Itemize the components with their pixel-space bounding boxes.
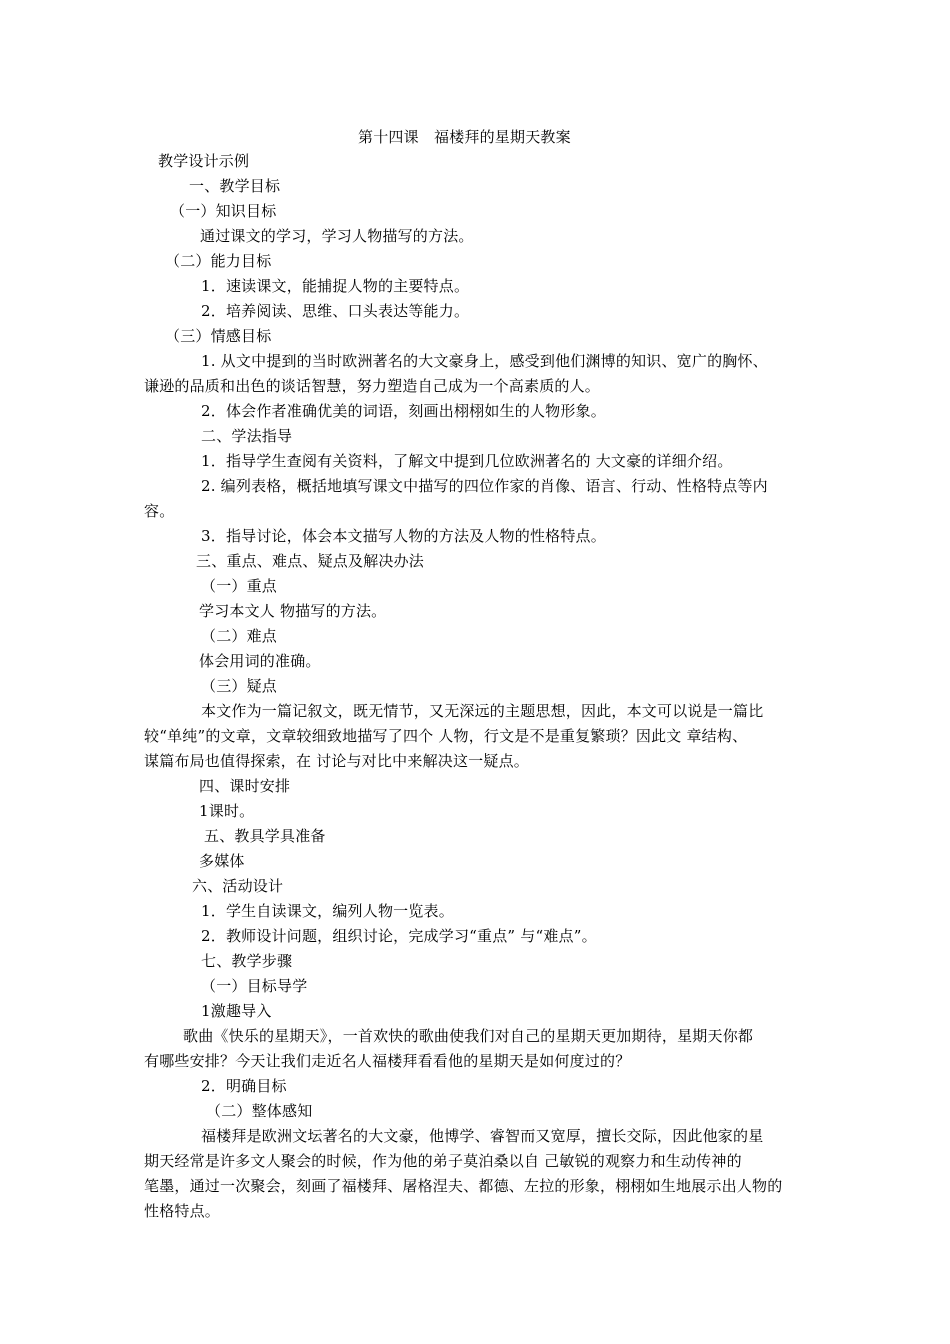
text-line: 2. 编列表格，概括地填写课文中描写的四位作家的肖像、语言、行动、性格特点等内 [201, 477, 768, 495]
text-line: （一）重点 [201, 577, 278, 595]
text-line: 体会用词的准确。 [199, 652, 321, 670]
text-line: 七、教学步骤 [201, 952, 293, 970]
text-line: 2．教师设计问题，组织讨论，完成学习“重点” 与“难点”。 [201, 927, 597, 945]
text-line: 2．培养阅读、思维、口头表达等能力。 [201, 302, 470, 320]
text-line: 一、教学目标 [189, 177, 281, 195]
text-line: 2．体会作者准确优美的词语，刻画出栩栩如生的人物形象。 [201, 402, 606, 420]
text-line: 多媒体 [199, 852, 245, 870]
text-line: 六、活动设计 [192, 877, 284, 895]
text-line: 1．速读课文，能捕捉人物的主要特点。 [201, 277, 470, 295]
text-line: 容。 [144, 502, 175, 520]
text-line: 五、教具学具准备 [204, 827, 326, 845]
text-line: 1．学生自读课文，编列人物一览表。 [201, 902, 454, 920]
text-line: 三、重点、难点、疑点及解决办法 [196, 552, 425, 570]
text-line: （二）难点 [201, 627, 278, 645]
text-line: 2．明确目标 [201, 1077, 287, 1095]
text-line: 四、课时安排 [199, 777, 291, 795]
text-line: 性格特点。 [144, 1202, 221, 1220]
text-line: （三）疑点 [201, 677, 278, 695]
text-line: 福楼拜是欧洲文坛著名的大文豪，他博学、睿智而又宽厚，擅长交际，因此他家的星 [201, 1127, 764, 1145]
text-line: 教学设计示例 [158, 152, 250, 170]
text-line: 1. 从文中提到的当时欧洲著名的大文豪身上，感受到他们渊博的知识、宽广的胸怀、 [201, 352, 768, 370]
text-line: （一）知识目标 [170, 202, 277, 220]
text-line: （三）情感目标 [165, 327, 272, 345]
text-line: 谦逊的品质和出色的谈话智慧，努力塑造自己成为一个高素质的人。 [144, 377, 601, 395]
text-line: 歌曲《快乐的星期天》，一首欢快的歌曲使我们对自己的星期天更加期待，星期天你都 [183, 1027, 754, 1045]
document-title: 第十四课 福楼拜的星期天教案 [358, 128, 571, 146]
text-line: 本文作为一篇记叙文，既无情节，又无深远的主题思想，因此，本文可以说是一篇比 [201, 702, 764, 720]
text-line: （一）目标导学 [201, 977, 308, 995]
text-line: 学习本文人 物描写的方法。 [199, 602, 387, 620]
text-line: 3．指导讨论，体会本文描写人物的方法及人物的性格特点。 [201, 527, 606, 545]
text-line: （二）能力目标 [165, 252, 272, 270]
text-line: 较“单纯”的文章，文章较细致地描写了四个 人物，行文是不是重复繁琐？因此文 章结构、 [144, 727, 748, 745]
text-line: 笔墨，通过一次聚会，刻画了福楼拜、屠格涅夫、都德、左拉的形象，栩栩如生地展示出人物的 [144, 1177, 783, 1195]
text-line: 1．指导学生查阅有关资料，了解文中提到几位欧洲著名的 大文豪的详细介绍。 [201, 452, 733, 470]
text-line: 二、学法指导 [201, 427, 293, 445]
text-line: 1激趣导入 [201, 1002, 272, 1020]
text-line: （二）整体感知 [206, 1102, 313, 1120]
text-line: 期天经常是许多文人聚会的时候，作为他的弟子莫泊桑以自 己敏锐的观察力和生动传神的 [144, 1152, 742, 1170]
text-line: 谋篇布局也值得探索，在 讨论与对比中来解决这一疑点。 [144, 752, 529, 770]
text-line: 1课时。 [199, 802, 255, 820]
text-line: 通过课文的学习，学习人物描写的方法。 [200, 227, 474, 245]
text-line: 有哪些安排？今天让我们走近名人福楼拜看看他的星期天是如何度过的？ [144, 1052, 631, 1070]
